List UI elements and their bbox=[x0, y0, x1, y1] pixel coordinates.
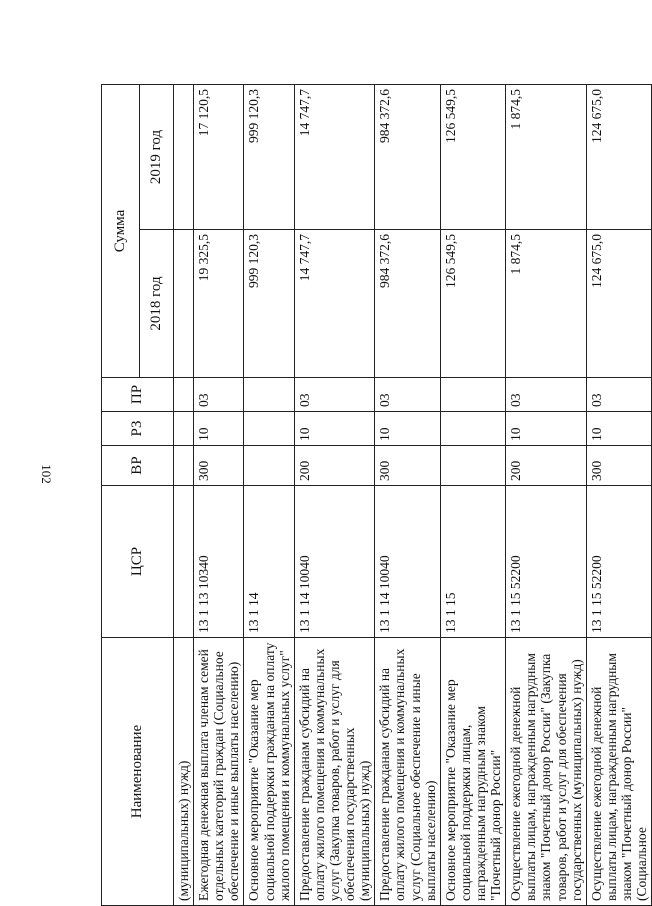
row-rz: 10 bbox=[375, 412, 440, 446]
table-header-row bbox=[102, 84, 140, 905]
row-rz bbox=[174, 412, 194, 446]
table-row bbox=[506, 84, 587, 905]
row-pr: 03 bbox=[586, 378, 651, 412]
row-2018: 984 372,6 bbox=[375, 230, 440, 378]
row-csr: 13 1 14 10040 bbox=[375, 486, 440, 638]
row-rz bbox=[440, 412, 505, 446]
row-2018 bbox=[174, 230, 194, 378]
budget-table bbox=[101, 84, 652, 906]
header-pr: ПР bbox=[102, 378, 174, 412]
table-row bbox=[586, 84, 651, 905]
row-csr: 13 1 15 52200 bbox=[506, 486, 587, 638]
row-vr: 300 bbox=[586, 446, 651, 486]
row-rz bbox=[244, 412, 294, 446]
row-2018: 19 325,5 bbox=[194, 230, 244, 378]
row-rz: 10 bbox=[194, 412, 244, 446]
row-vr bbox=[174, 446, 194, 486]
row-2019: 1 874,5 bbox=[506, 84, 587, 229]
row-csr: 13 1 14 bbox=[244, 486, 294, 638]
row-vr: 200 bbox=[294, 446, 375, 486]
row-csr: 13 1 15 52200 bbox=[586, 486, 651, 638]
row-csr bbox=[174, 486, 194, 638]
row-rz: 10 bbox=[294, 412, 375, 446]
table-row bbox=[174, 84, 194, 905]
row-pr: 03 bbox=[194, 378, 244, 412]
row-vr: 200 bbox=[506, 446, 587, 486]
row-2019: 999 120,3 bbox=[244, 84, 294, 229]
row-2018: 14 747,7 bbox=[294, 230, 375, 378]
row-pr bbox=[244, 378, 294, 412]
row-2019: 124 675,0 bbox=[586, 84, 651, 229]
row-name: Ежегодная денежная выплата членам семей отдельных категорий граждан (Социальное обеспечение и иные выплаты населению) bbox=[194, 638, 244, 906]
row-2018: 126 549,5 bbox=[440, 230, 505, 378]
row-csr: 13 1 13 10340 bbox=[194, 486, 244, 638]
table-row bbox=[194, 84, 244, 905]
row-name: Предоставление гражданам субсидий на оплату жилого помещения и коммунальных услуг (Закупка товаров, работ и услуг для обеспечения государственных (муниципальных) нужд) bbox=[294, 638, 375, 906]
row-name: Осуществление ежегодной денежной выплаты лицам, награжденным нагрудным знаком "Почетный донор России" (Социальное bbox=[586, 638, 651, 906]
row-vr: 300 bbox=[194, 446, 244, 486]
row-2019: 14 747,7 bbox=[294, 84, 375, 229]
row-2018: 999 120,3 bbox=[244, 230, 294, 378]
row-rz: 10 bbox=[586, 412, 651, 446]
row-pr bbox=[174, 378, 194, 412]
row-pr: 03 bbox=[294, 378, 375, 412]
header-name: Наименование bbox=[102, 638, 174, 906]
row-2019: 984 372,6 bbox=[375, 84, 440, 229]
rotated-table-container bbox=[101, 0, 650, 906]
row-pr: 03 bbox=[506, 378, 587, 412]
header-csr: ЦСР bbox=[102, 486, 174, 638]
table-row bbox=[244, 84, 294, 905]
table-row bbox=[375, 84, 440, 905]
header-2018: 2018 год bbox=[140, 230, 174, 378]
header-2019: 2019 год bbox=[140, 84, 174, 229]
row-2019: 126 549,5 bbox=[440, 84, 505, 229]
row-name: Предоставление гражданам субсидий на оплату жилого помещения и коммунальных услуг (Социальное обеспечение и иные выплаты населению) bbox=[375, 638, 440, 906]
row-vr bbox=[440, 446, 505, 486]
row-pr bbox=[440, 378, 505, 412]
header-rz: РЗ bbox=[102, 412, 174, 446]
table-row bbox=[440, 84, 505, 905]
row-pr: 03 bbox=[375, 378, 440, 412]
row-name: Осуществление ежегодной денежной выплаты лицам, награжденным нагрудным знаком "Почетный донор России" (Закупка товаров, работ и услуг для обеспечения государственных (муниципальных) нужд) bbox=[506, 638, 587, 906]
row-name: Основное мероприятие "Оказание мер социальной поддержки лицам, награжденным нагрудным знаком "Почетный донор России" bbox=[440, 638, 505, 906]
row-2019: 17 120,5 bbox=[194, 84, 244, 229]
row-2018: 1 874,5 bbox=[506, 230, 587, 378]
page-number: 102 bbox=[39, 464, 54, 484]
row-name: (муниципальных) нужд) bbox=[174, 638, 194, 906]
table-row bbox=[294, 84, 375, 905]
row-vr: 300 bbox=[375, 446, 440, 486]
row-csr: 13 1 14 10040 bbox=[294, 486, 375, 638]
header-vr: ВР bbox=[102, 446, 174, 486]
row-csr: 13 1 15 bbox=[440, 486, 505, 638]
header-sum: Сумма bbox=[102, 84, 140, 377]
row-vr bbox=[244, 446, 294, 486]
row-name: Основное мероприятие "Оказание мер социальной поддержки гражданам на оплату жилого помещения и коммунальных услуг" bbox=[244, 638, 294, 906]
row-2018: 124 675,0 bbox=[586, 230, 651, 378]
row-rz: 10 bbox=[506, 412, 587, 446]
row-2019 bbox=[174, 84, 194, 229]
